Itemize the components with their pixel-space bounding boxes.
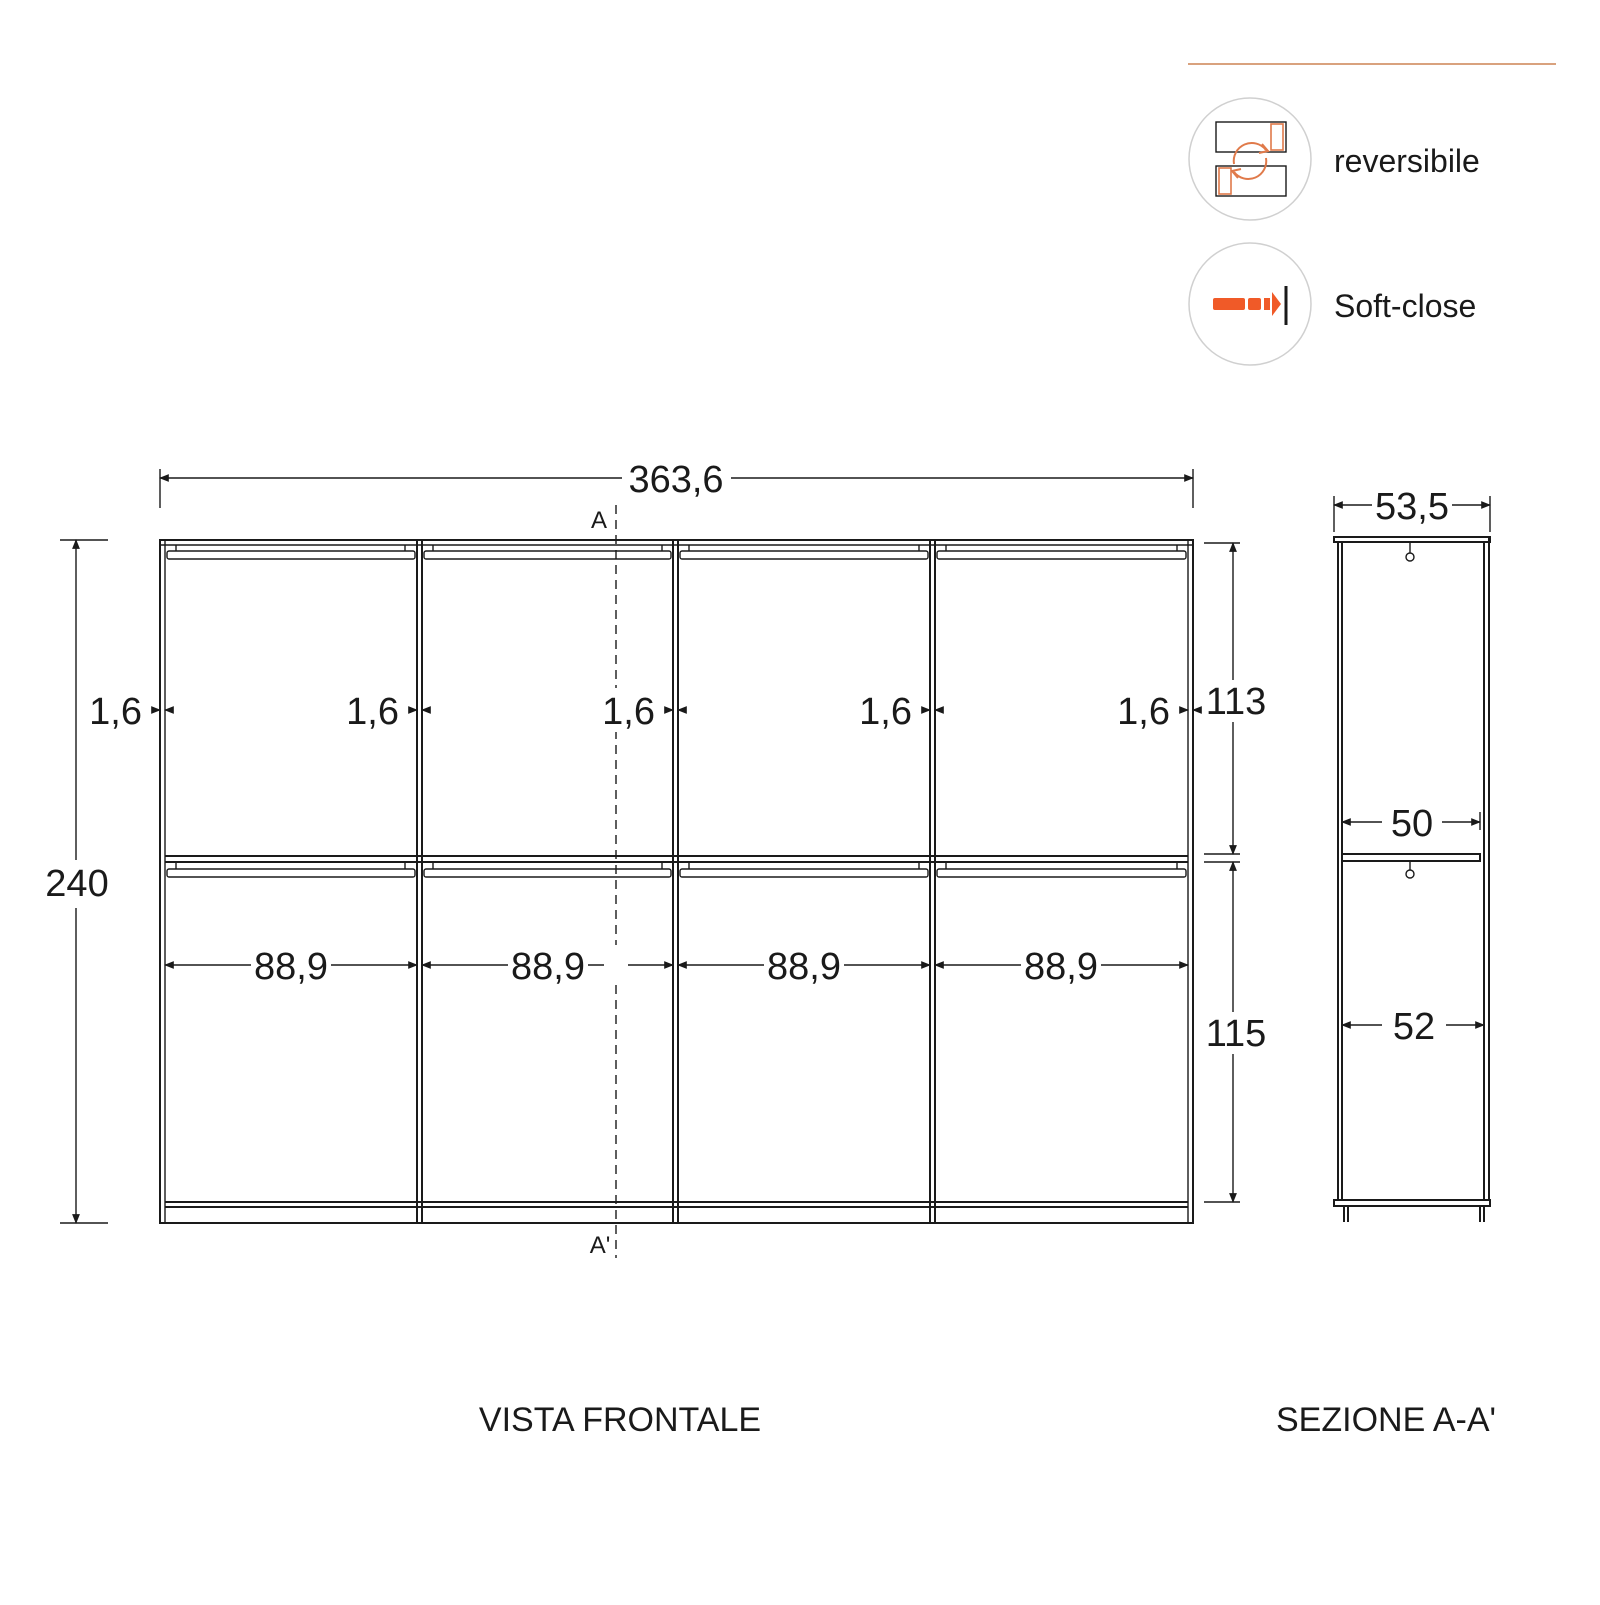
inner-depth-label: 52: [1392, 1006, 1436, 1048]
section-mark-bottom: A': [589, 1232, 611, 1259]
section-view-title: SEZIONE A-A': [1276, 1401, 1496, 1439]
feature-reversible: [1189, 98, 1480, 220]
total-width-label: 363,6: [628, 459, 724, 501]
reversible-icon-circle: [1189, 98, 1311, 220]
thickness-label-5: 1,6: [1117, 691, 1170, 733]
depth-total-label: 53,5: [1375, 486, 1449, 528]
section-bottom-panel: [1334, 1200, 1490, 1206]
front-view: [40, 459, 1268, 1439]
bay-width-label-4: 88,9: [1024, 946, 1098, 988]
total-height-label: 240: [45, 863, 109, 905]
compartment-height-dims: [1204, 543, 1268, 1202]
bay-width-label-1: 88,9: [254, 946, 328, 988]
lower-height-label: 115: [1205, 1013, 1267, 1055]
section-top-panel: [1334, 537, 1490, 542]
section-view: [1276, 486, 1496, 1439]
thickness-label-2: 1,6: [346, 691, 399, 733]
thickness-label-4: 1,6: [859, 691, 912, 733]
front-view-title: VISTA FRONTALE: [478, 1401, 762, 1439]
cabinet-outline: [160, 540, 1193, 1223]
shelf-depth-label: 50: [1390, 803, 1434, 845]
feature-soft-close: [1189, 243, 1476, 365]
bay-width-label-2: 88,9: [511, 946, 585, 988]
thickness-label-1: 1,6: [89, 691, 142, 733]
section-shelf: [1342, 854, 1480, 861]
reversible-label: reversibile: [1334, 143, 1480, 179]
upper-height-label: 113: [1205, 681, 1267, 723]
bay-width-label-3: 88,9: [767, 946, 841, 988]
section-mark-top: A: [590, 507, 608, 534]
soft-close-label: Soft-close: [1334, 288, 1477, 324]
thickness-label-3: 1,6: [602, 691, 655, 733]
